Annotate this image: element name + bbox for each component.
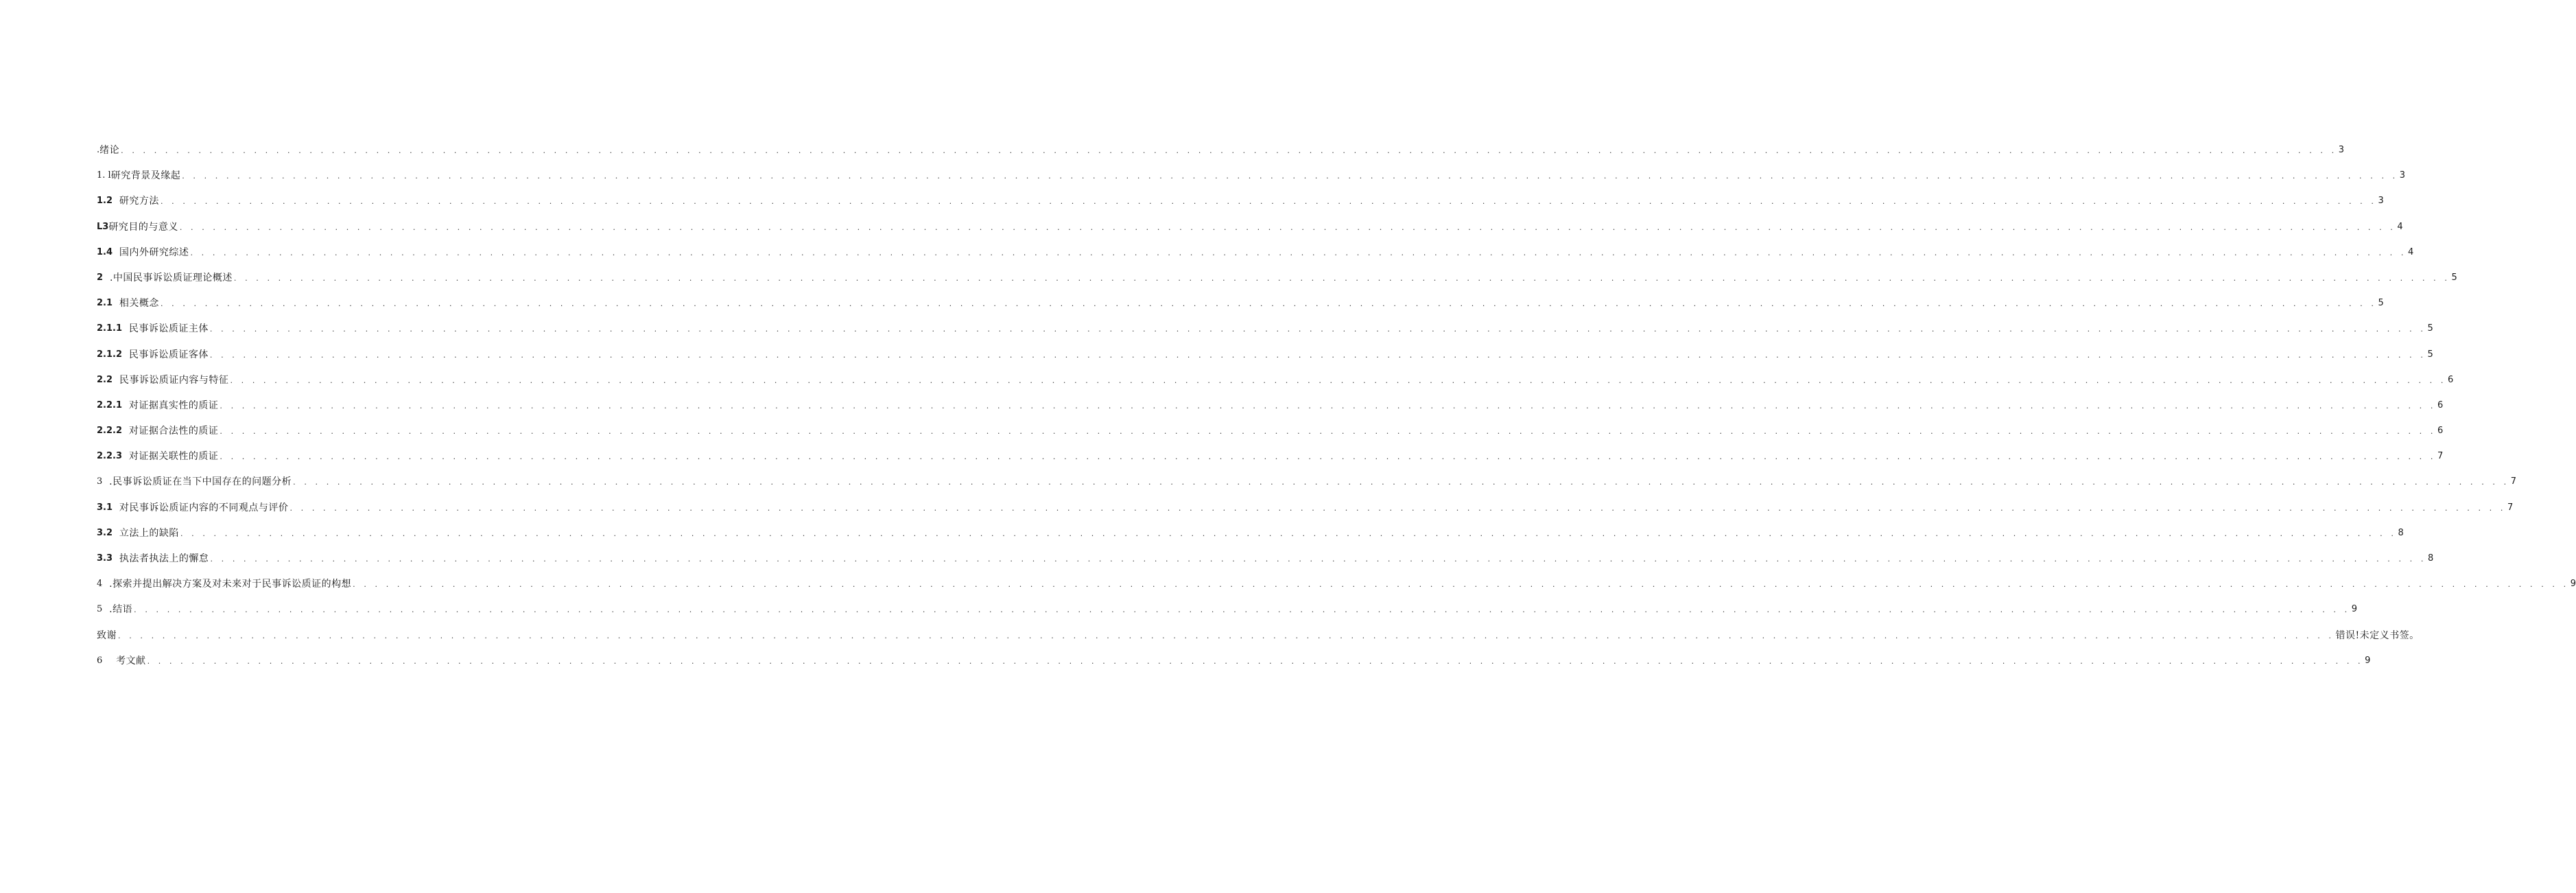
toc-entry-number: 6 <box>97 655 103 666</box>
toc-entry-number: 2 <box>97 272 104 283</box>
toc-entry-number: 2.1.1 <box>97 323 123 334</box>
toc-entry-title: 民事诉讼质证内容与特征 <box>113 374 229 386</box>
toc-entry-number: L3 <box>97 221 109 232</box>
toc-entry-title: 相关概念 <box>113 298 159 310</box>
toc-entry-title: 对民事诉讼质证内容的不同观点与评价 <box>113 502 289 513</box>
toc-entry[interactable] <box>97 552 2434 577</box>
toc-entry-title: 民事诉讼质证客体 <box>122 349 209 360</box>
toc-page-number: 错误!未定义书签。 <box>2335 629 2420 641</box>
toc-entry[interactable] <box>97 629 2420 654</box>
toc-dot-leader: . . . . . . . . . . . . . . . . . . . . . . . . . . . . . . . . . . . . . . . . . . . . . . . . . . . . . . . . . . . . . . . . . . . . . . . . . . . . . . . . . . . . . . . . . . . . . . . . . . . . . . . . . . . . . . . . . . . . . . . . . . . . . . . . . . . . . . . . . . . . . . . . . . . . . . . . . . . . . . . . . . . . . . . . . . . . . . . . . . . . . . . . . . . . . . . . . . . . . . . . <box>134 605 2350 615</box>
toc-entry-number: 3 <box>97 476 103 487</box>
toc-page-number: 7 <box>2437 451 2444 462</box>
toc-entry-title: .中国民事诉讼质证理论概述 <box>103 272 233 283</box>
toc-entry-number: 3.3 <box>97 553 113 564</box>
toc-entry-title: 立法上的缺陷 <box>113 527 179 539</box>
toc-page-number: 5 <box>2427 323 2433 334</box>
toc-page-number: 9 <box>2365 655 2371 666</box>
toc-dot-leader: . . . . . . . . . . . . . . . . . . . . . . . . . . . . . . . . . . . . . . . . . . . . . . . . . . . . . . . . . . . . . . . . . . . . . . . . . . . . . . . . . . . . . . . . . . . . . . . . . . . . . . . . . . . . . . . . . . . . . . . . . . . . . . . . . . . . . . . . . . . . . . . . . . . . . . . . . . . . . . . . . . . . . . . . . . . . . . . . . . . . . . . . . . . . . . . . . . . . . . . . <box>118 631 2335 640</box>
toc-entry-number: 2.2.1 <box>97 399 123 410</box>
toc-page-number: 8 <box>2427 553 2434 564</box>
toc-dot-leader: . . . . . . . . . . . . . . . . . . . . . . . . . . . . . . . . . . . . . . . . . . . . . . . . . . . . . . . . . . . . . . . . . . . . . . . . . . . . . . . . . . . . . . . . . . . . . . . . . . . . . . . . . . . . . . . . . . . . . . . . . . . . . . . . . . . . . . . . . . . . . . . . . . . . . . . . . . . . . . . . . . . . . . . . . . . . . . . . . . . . . . . . . . . . . . . . . . . . . . . . <box>293 478 2509 487</box>
toc-entry-title: 致谢 <box>97 629 117 641</box>
toc-page-number: 5 <box>2451 272 2457 283</box>
toc-page-number: 5 <box>2378 298 2384 309</box>
toc-dot-leader: . . . . . . . . . . . . . . . . . . . . . . . . . . . . . . . . . . . . . . . . . . . . . . . . . . . . . . . . . . . . . . . . . . . . . . . . . . . . . . . . . . . . . . . . . . . . . . . . . . . . . . . . . . . . . . . . . . . . . . . . . . . . . . . . . . . . . . . . . . . . . . . . . . . . . . . . . . . . . . . . . . . . . . . . . . . . . . . . . . . . . . . . . . . . . . . . . . . . . . . . <box>160 197 2377 207</box>
toc-entry-title: 对证据真实性的质证 <box>122 399 219 411</box>
toc-entry-number: 2.2.3 <box>97 451 123 462</box>
toc-entry[interactable] <box>97 220 2403 246</box>
toc-page-number: 3 <box>2378 196 2384 207</box>
toc-entry[interactable] <box>97 526 2404 552</box>
toc-entry-number: 2.1.2 <box>97 349 123 360</box>
toc-entry[interactable] <box>97 577 2576 603</box>
toc-entry-title: 执法者执法上的懈怠 <box>113 553 209 564</box>
toc-entry[interactable] <box>97 603 2357 628</box>
toc-dot-leader: . . . . . . . . . . . . . . . . . . . . . . . . . . . . . . . . . . . . . . . . . . . . . . . . . . . . . . . . . . . . . . . . . . . . . . . . . . . . . . . . . . . . . . . . . . . . . . . . . . . . . . . . . . . . . . . . . . . . . . . . . . . . . . . . . . . . . . . . . . . . . . . . . . . . . . . . . . . . . . . . . . . . . . . . . . . . . . . . . . . . . . . . . . . . . . . . . . . . . . . . <box>230 375 2446 385</box>
toc-page-number: 7 <box>2510 476 2516 487</box>
toc-page-number: 4 <box>2397 221 2403 232</box>
toc-dot-leader: . . . . . . . . . . . . . . . . . . . . . . . . . . . . . . . . . . . . . . . . . . . . . . . . . . . . . . . . . . . . . . . . . . . . . . . . . . . . . . . . . . . . . . . . . . . . . . . . . . . . . . . . . . . . . . . . . . . . . . . . . . . . . . . . . . . . . . . . . . . . . . . . . . . . . . . . . . . . . . . . . . . . . . . . . . . . . . . . . . . . . . . . . . . . . . . . . . . . . . . . <box>160 299 2377 309</box>
toc-entry-number: 2.1 <box>97 298 113 309</box>
toc-page-number: 6 <box>2437 399 2444 410</box>
toc-entry[interactable] <box>97 348 2433 373</box>
toc-entry-title: .民事诉讼质证在当下中国存在的问题分析 <box>102 476 292 488</box>
toc-dot-leader: . . . . . . . . . . . . . . . . . . . . . . . . . . . . . . . . . . . . . . . . . . . . . . . . . . . . . . . . . . . . . . . . . . . . . . . . . . . . . . . . . . . . . . . . . . . . . . . . . . . . . . . . . . . . . . . . . . . . . . . . . . . . . . . . . . . . . . . . . . . . . . . . . . . . . . . . . . . . . . . . . . . . . . . . . . . . . . . . . . . . . . . . . . . . . . . . . . . . . . . . <box>289 503 2506 513</box>
toc-entry-number: 3.1 <box>97 502 113 513</box>
toc-dot-leader: . . . . . . . . . . . . . . . . . . . . . . . . . . . . . . . . . . . . . . . . . . . . . . . . . . . . . . . . . . . . . . . . . . . . . . . . . . . . . . . . . . . . . . . . . . . . . . . . . . . . . . . . . . . . . . . . . . . . . . . . . . . . . . . . . . . . . . . . . . . . . . . . . . . . . . . . . . . . . . . . . . . . . . . . . . . . . . . . . . . . . . . . . . . . . . . . . . . . . . . . <box>121 146 2337 155</box>
toc-entry-number: 2.2 <box>97 374 113 385</box>
toc-entry[interactable] <box>97 475 2516 500</box>
toc-entry-title: 绪论 <box>99 145 120 156</box>
toc-entry[interactable] <box>97 424 2444 450</box>
toc-entry-title: 对证据关联性的质证 <box>122 451 219 463</box>
toc-entry-title: 研究目的与意义 <box>108 221 178 233</box>
toc-dot-leader: . . . . . . . . . . . . . . . . . . . . . . . . . . . . . . . . . . . . . . . . . . . . . . . . . . . . . . . . . . . . . . . . . . . . . . . . . . . . . . . . . . . . . . . . . . . . . . . . . . . . . . . . . . . . . . . . . . . . . . . . . . . . . . . . . . . . . . . . . . . . . . . . . . . . . . . . . . . . . . . . . . . . . . . . . . . . . . . . . . . . . . . . . . . . . . . . . . . . . . . . <box>180 529 2397 538</box>
toc-entry[interactable] <box>97 322 2433 347</box>
toc-page-number: 7 <box>2507 502 2514 513</box>
toc-page-number: 3 <box>2399 170 2406 181</box>
toc-entry-number: 2.2.2 <box>97 426 123 437</box>
toc-dot-leader: . . . . . . . . . . . . . . . . . . . . . . . . . . . . . . . . . . . . . . . . . . . . . . . . . . . . . . . . . . . . . . . . . . . . . . . . . . . . . . . . . . . . . . . . . . . . . . . . . . . . . . . . . . . . . . . . . . . . . . . . . . . . . . . . . . . . . . . . . . . . . . . . . . . . . . . . . . . . . . . . . . . . . . . . . . . . . . . . . . . . . . . . . . . . . . . . . . . . . . . . <box>220 427 2436 437</box>
toc-dot-leader: . . . . . . . . . . . . . . . . . . . . . . . . . . . . . . . . . . . . . . . . . . . . . . . . . . . . . . . . . . . . . . . . . . . . . . . . . . . . . . . . . . . . . . . . . . . . . . . . . . . . . . . . . . . . . . . . . . . . . . . . . . . . . . . . . . . . . . . . . . . . . . . . . . . . . . . . . . . . . . . . . . . . . . . . . . . . . . . . . . . . . . . . . . . . . . . . . . . . . . . . <box>190 248 2407 257</box>
toc-entry-title: 民事诉讼质证主体 <box>122 323 209 335</box>
toc-page-number: 3 <box>2338 145 2344 155</box>
toc-page-number: 8 <box>2398 527 2404 538</box>
toc-entry-title: .结语 <box>102 604 133 616</box>
toc-entry-title: .探索并提出解决方案及对未来对于民事诉讼质证的构想 <box>102 579 352 590</box>
toc-entry-title: 考文献 <box>102 655 146 666</box>
toc-entry[interactable] <box>97 654 2371 680</box>
toc-page-number: 6 <box>2447 374 2454 385</box>
toc-entry-title: 国内外研究综述 <box>113 246 189 258</box>
toc-entry-number: 1. l <box>97 170 111 181</box>
toc-entry[interactable] <box>97 373 2454 399</box>
toc-entry[interactable] <box>97 399 2444 424</box>
toc-entry[interactable] <box>97 194 2384 220</box>
toc-page-number: 4 <box>2407 246 2414 257</box>
toc-page-number: 5 <box>2427 349 2433 360</box>
toc-page-number: 9 <box>2351 604 2357 615</box>
toc-entry-title: 对证据合法性的质证 <box>122 426 219 437</box>
toc-entry-number: 1.2 <box>97 196 113 207</box>
toc-entry-title: 研究背景及缘起 <box>110 170 181 182</box>
toc-entry-number: . <box>97 145 100 155</box>
toc-dot-leader: . . . . . . . . . . . . . . . . . . . . . . . . . . . . . . . . . . . . . . . . . . . . . . . . . . . . . . . . . . . . . . . . . . . . . . . . . . . . . . . . . . . . . . . . . . . . . . . . . . . . . . . . . . . . . . . . . . . . . . . . . . . . . . . . . . . . . . . . . . . . . . . . . . . . . . . . . . . . . . . . . . . . . . . . . . . . . . . . . . . . . . . . . . . . . . . . . . . . . . . . <box>220 452 2436 462</box>
toc-entry[interactable] <box>97 246 2414 271</box>
toc-dot-leader: . . . . . . . . . . . . . . . . . . . . . . . . . . . . . . . . . . . . . . . . . . . . . . . . . . . . . . . . . . . . . . . . . . . . . . . . . . . . . . . . . . . . . . . . . . . . . . . . . . . . . . . . . . . . . . . . . . . . . . . . . . . . . . . . . . . . . . . . . . . . . . . . . . . . . . . . . . . . . . . . . . . . . . . . . . . . . . . . . . . . . . . . . . . . . . . . . . . . . . . . <box>353 580 2569 590</box>
toc-entry-number: 1.4 <box>97 246 113 257</box>
toc-dot-leader: . . . . . . . . . . . . . . . . . . . . . . . . . . . . . . . . . . . . . . . . . . . . . . . . . . . . . . . . . . . . . . . . . . . . . . . . . . . . . . . . . . . . . . . . . . . . . . . . . . . . . . . . . . . . . . . . . . . . . . . . . . . . . . . . . . . . . . . . . . . . . . . . . . . . . . . . . . . . . . . . . . . . . . . . . . . . . . . . . . . . . . . . . . . . . . . . . . . . . . . . <box>182 172 2398 181</box>
toc-entry[interactable] <box>97 501 2514 526</box>
toc-dot-leader: . . . . . . . . . . . . . . . . . . . . . . . . . . . . . . . . . . . . . . . . . . . . . . . . . . . . . . . . . . . . . . . . . . . . . . . . . . . . . . . . . . . . . . . . . . . . . . . . . . . . . . . . . . . . . . . . . . . . . . . . . . . . . . . . . . . . . . . . . . . . . . . . . . . . . . . . . . . . . . . . . . . . . . . . . . . . . . . . . . . . . . . . . . . . . . . . . . . . . . . . <box>210 555 2426 564</box>
toc-page-number: 9 <box>2570 579 2576 590</box>
toc-entry-number: 3.2 <box>97 527 113 538</box>
toc-dot-leader: . . . . . . . . . . . . . . . . . . . . . . . . . . . . . . . . . . . . . . . . . . . . . . . . . . . . . . . . . . . . . . . . . . . . . . . . . . . . . . . . . . . . . . . . . . . . . . . . . . . . . . . . . . . . . . . . . . . . . . . . . . . . . . . . . . . . . . . . . . . . . . . . . . . . . . . . . . . . . . . . . . . . . . . . . . . . . . . . . . . . . . . . . . . . . . . . . . . . . . . . <box>220 401 2436 410</box>
toc-entry[interactable] <box>97 297 2384 322</box>
toc-dot-leader: . . . . . . . . . . . . . . . . . . . . . . . . . . . . . . . . . . . . . . . . . . . . . . . . . . . . . . . . . . . . . . . . . . . . . . . . . . . . . . . . . . . . . . . . . . . . . . . . . . . . . . . . . . . . . . . . . . . . . . . . . . . . . . . . . . . . . . . . . . . . . . . . . . . . . . . . . . . . . . . . . . . . . . . . . . . . . . . . . . . . . . . . . . . . . . . . . . . . . . . . <box>233 273 2450 283</box>
toc-entry-title: 研究方法 <box>113 196 159 207</box>
table-of-contents <box>97 143 2576 680</box>
toc-dot-leader: . . . . . . . . . . . . . . . . . . . . . . . . . . . . . . . . . . . . . . . . . . . . . . . . . . . . . . . . . . . . . . . . . . . . . . . . . . . . . . . . . . . . . . . . . . . . . . . . . . . . . . . . . . . . . . . . . . . . . . . . . . . . . . . . . . . . . . . . . . . . . . . . . . . . . . . . . . . . . . . . . . . . . . . . . . . . . . . . . . . . . . . . . . . . . . . . . . . . . . . . <box>209 325 2426 334</box>
toc-entry[interactable] <box>97 450 2444 475</box>
toc-entry[interactable] <box>97 143 2344 169</box>
toc-dot-leader: . . . . . . . . . . . . . . . . . . . . . . . . . . . . . . . . . . . . . . . . . . . . . . . . . . . . . . . . . . . . . . . . . . . . . . . . . . . . . . . . . . . . . . . . . . . . . . . . . . . . . . . . . . . . . . . . . . . . . . . . . . . . . . . . . . . . . . . . . . . . . . . . . . . . . . . . . . . . . . . . . . . . . . . . . . . . . . . . . . . . . . . . . . . . . . . . . . . . . . . . <box>147 656 2364 666</box>
toc-entry[interactable] <box>97 271 2457 297</box>
toc-entry-number: 4 <box>97 579 103 590</box>
toc-entry[interactable] <box>97 169 2406 194</box>
toc-dot-leader: . . . . . . . . . . . . . . . . . . . . . . . . . . . . . . . . . . . . . . . . . . . . . . . . . . . . . . . . . . . . . . . . . . . . . . . . . . . . . . . . . . . . . . . . . . . . . . . . . . . . . . . . . . . . . . . . . . . . . . . . . . . . . . . . . . . . . . . . . . . . . . . . . . . . . . . . . . . . . . . . . . . . . . . . . . . . . . . . . . . . . . . . . . . . . . . . . . . . . . . . <box>179 222 2396 232</box>
toc-page-number: 6 <box>2437 426 2444 437</box>
toc-entry-number: 5 <box>97 604 103 615</box>
toc-dot-leader: . . . . . . . . . . . . . . . . . . . . . . . . . . . . . . . . . . . . . . . . . . . . . . . . . . . . . . . . . . . . . . . . . . . . . . . . . . . . . . . . . . . . . . . . . . . . . . . . . . . . . . . . . . . . . . . . . . . . . . . . . . . . . . . . . . . . . . . . . . . . . . . . . . . . . . . . . . . . . . . . . . . . . . . . . . . . . . . . . . . . . . . . . . . . . . . . . . . . . . . . <box>209 350 2426 360</box>
